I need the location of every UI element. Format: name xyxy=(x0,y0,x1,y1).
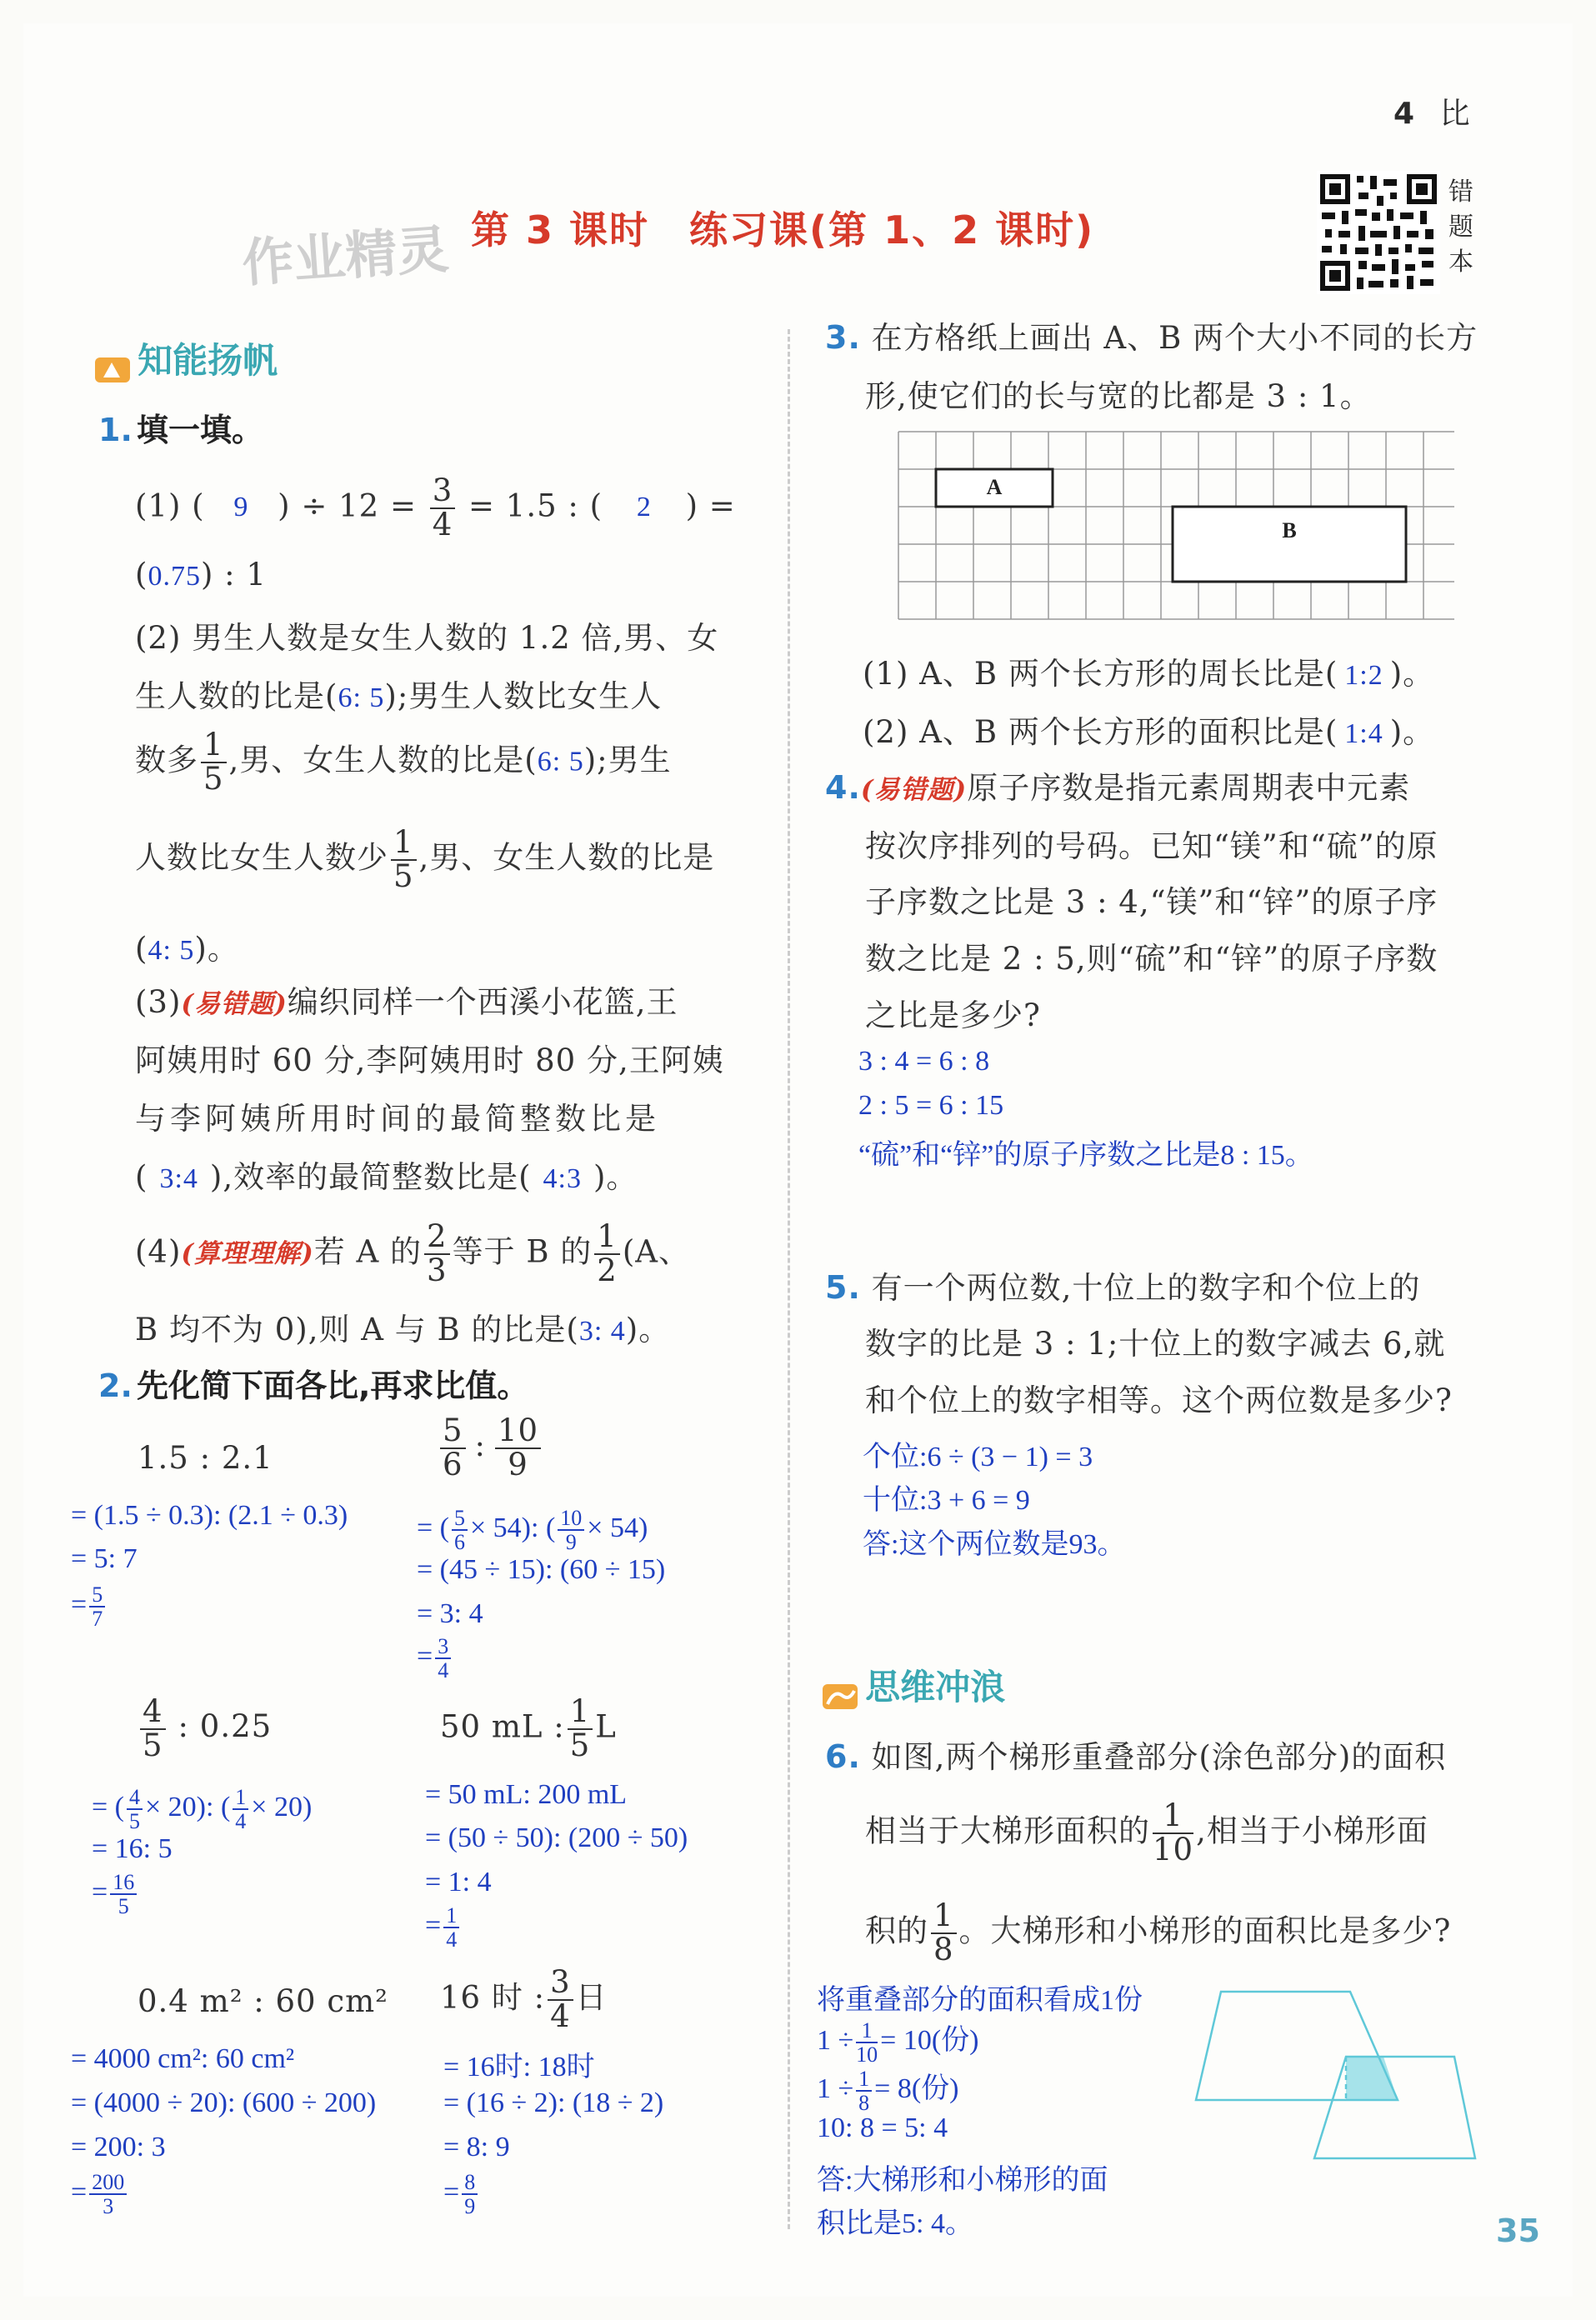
q2c-result: = $\frac{16}{5}$ xyxy=(92,1871,139,1918)
chapter-title: 比 xyxy=(1439,97,1470,131)
page-number: 35 xyxy=(1496,2212,1540,2249)
q1-part3-line2: 阿姨用时 60 分,李阿姨用时 80 分,王阿姨 xyxy=(135,1042,724,1078)
q1-part4-line1: (4)(算理理解)若 A 的 $\frac{2}{3}$ 等于 B 的 $\frac{1}{2}$ (A、 xyxy=(135,1218,690,1288)
q1-part3-line4: ( 3:4 ),效率的最简整数比是( 4:3 )。 xyxy=(135,1159,638,1195)
answer: 3: 4 xyxy=(578,1316,626,1347)
q6-line3: 积的 $\frac{1}{8}$ 。大梯形和小梯形的面积比是多少? xyxy=(865,1898,1452,1968)
answer: 4:3 xyxy=(543,1163,582,1194)
watermark: 作业精灵 xyxy=(240,218,451,294)
q2c-problem: $\frac{4}{5}$ : 0.25 xyxy=(138,1696,272,1762)
q6-work1: 将重叠部分的面积看成1份 xyxy=(817,1985,1143,2016)
wrong-questions-label[interactable]: 错 题 本 xyxy=(1448,178,1473,277)
q2b-step3: = 3: 4 xyxy=(417,1598,483,1629)
small-trapezoid xyxy=(1314,2057,1475,2158)
q1-part1-line1: (1) ( 9 ) ÷ 12 = $\frac{3}{4}$ = 1.5 : ( 2 ) = xyxy=(135,472,736,542)
answer: 3:4 xyxy=(159,1163,198,1194)
q1-part1-line2: (0.75) : 1 xyxy=(135,557,267,592)
answer: 1:2 xyxy=(1344,660,1383,691)
q2b-step1: = ( $\frac{5}{6}$ × 54): ( $\frac{10}{9}$ × 54) xyxy=(417,1506,648,1555)
answer: 6: 5 xyxy=(338,682,385,713)
q3-line1: 3. 在方格纸上画出 A、B 两个大小不同的长方 xyxy=(825,319,1478,356)
q2d-step3: = 1: 4 xyxy=(425,1867,492,1898)
q5-line2: 数字的比是 3 : 1;十位上的数字减去 6,就 xyxy=(865,1326,1446,1362)
chapter-header xyxy=(1393,90,1470,132)
q2d-result: = $\frac{1}{4}$ xyxy=(425,1904,462,1952)
q2-header: 2. 先化简下面各比,再求比值。 xyxy=(98,1368,529,1404)
q5-work1: 个位:6 ÷ (3 − 1) = 3 xyxy=(863,1442,1093,1472)
q2f-problem: 16 时 : $\frac{3}{4}$ 日 xyxy=(440,1964,608,2034)
column-divider xyxy=(788,329,790,2229)
overlapping-trapezoids xyxy=(1188,1983,1488,2167)
q4-line5: 之比是多少? xyxy=(865,998,1041,1033)
grid-paper xyxy=(896,429,1454,625)
q4-line1: 4.(易错题)原子序数是指元素周期表中元素 xyxy=(825,769,1411,806)
answer: 1:4 xyxy=(1344,718,1383,749)
q6-work2: 1 ÷ $\frac{1}{10}$ = 10(份) xyxy=(817,2018,979,2068)
q1-part3-line1: (3)(易错题)编织同样一个西溪小花篮,王 xyxy=(135,984,678,1020)
q6-work5: 答:大梯形和小梯形的面 xyxy=(817,2165,1108,2196)
lesson-title: 第 3 课时 练习课(第 1、2 课时) xyxy=(471,208,1095,252)
q2e-step3: = 200: 3 xyxy=(71,2132,166,2162)
q2f-step3: = 8: 9 xyxy=(443,2132,510,2162)
q1-part2-line1: (2) 男生人数是女生人数的 1.2 倍,男、女 xyxy=(135,620,719,656)
q2b-problem: $\frac{5}{6}$ : $\frac{10}{9}$ xyxy=(438,1415,543,1482)
q2a-step1: = (1.5 ÷ 0.3): (2.1 ÷ 0.3) xyxy=(71,1500,348,1531)
q1-part2-line4: 人数比女生人数少 $\frac{1}{5}$ ,男、女生人数的比是 xyxy=(135,824,715,894)
chapter-number: 4 xyxy=(1393,97,1415,131)
qr-code[interactable] xyxy=(1317,171,1440,294)
q2f-step2: = (16 ÷ 2): (18 ÷ 2) xyxy=(443,2088,664,2118)
reasoning-tag: (算理理解) xyxy=(181,1238,314,1269)
q2c-step1: = ( $\frac{4}{5}$ × 20): ( $\frac{1}{4}$ × 20) xyxy=(92,1785,313,1834)
q2b-result: = $\frac{3}{4}$ xyxy=(417,1635,453,1682)
q2a-step2: = 5: 7 xyxy=(71,1543,138,1574)
q6-work3: 1 ÷ $\frac{1}{8}$ = 8(份) xyxy=(817,2066,959,2116)
q1-part2-line2: 生人数的比是(6: 5);男生人数比女生人 xyxy=(135,678,663,714)
answer: 2 xyxy=(636,492,652,523)
q2e-step2: = (4000 ÷ 20): (600 ÷ 200) xyxy=(71,2088,377,2118)
answer: 0.75 xyxy=(148,561,201,592)
q6-line1: 6. 如图,两个梯形重叠部分(涂色部分)的面积 xyxy=(825,1738,1447,1775)
q4-line2: 按次序排列的号码。已知“镁”和“硫”的原 xyxy=(865,828,1438,864)
q2d-step2: = (50 ÷ 50): (200 ÷ 50) xyxy=(425,1822,688,1853)
rectangle-a-label: A xyxy=(986,475,1003,499)
section-knowledge: 知能扬帆 xyxy=(93,333,278,386)
q6-work6: 积比是5: 4。 xyxy=(817,2208,973,2239)
q1-part2-line5: (4: 5)。 xyxy=(135,931,239,967)
q1-part4-line2: B 均不为 0),则 A 与 B 的比是(3: 4)。 xyxy=(135,1312,671,1348)
q5-work2: 十位:3 + 6 = 9 xyxy=(863,1485,1030,1516)
q4-line3: 子序数之比是 3 : 4,“镁”和“锌”的原子序 xyxy=(865,884,1438,920)
q3-line2: 形,使它们的长与宽的比都是 3 : 1。 xyxy=(865,378,1372,414)
answer: 6: 5 xyxy=(537,746,584,778)
q6-work4: 10: 8 = 5: 4 xyxy=(817,2112,948,2143)
q1-part3-line3: 与李阿姨所用时间的最简整数比是 xyxy=(135,1101,660,1137)
wave-icon xyxy=(821,1679,861,1712)
q2b-step2: = (45 ÷ 15): (60 ÷ 15) xyxy=(417,1554,666,1585)
overlap-region xyxy=(1346,2057,1398,2100)
q5-line3: 和个位上的数字相等。这个两位数是多少? xyxy=(865,1382,1453,1418)
q2f-result: = $\frac{8}{9}$ xyxy=(443,2171,480,2218)
q3-part2: (2) A、B 两个长方形的面积比是( 1:4 )。 xyxy=(863,714,1435,750)
q2c-step2: = 16: 5 xyxy=(92,1833,173,1864)
q2a-result: = $\frac{5}{7}$ xyxy=(71,1583,108,1631)
q2e-step1: = 4000 cm²: 60 cm² xyxy=(71,2043,295,2074)
q4-line4: 数之比是 2 : 5,则“硫”和“锌”的原子序数 xyxy=(865,941,1438,977)
q4-work2: 2 : 5 = 6 : 15 xyxy=(858,1090,1004,1121)
rectangle-b-label: B xyxy=(1282,518,1297,542)
q3-grid-figure xyxy=(896,429,1454,628)
q2d-step1: = 50 mL: 200 mL xyxy=(425,1779,628,1810)
q5-work3: 答:这个两位数是93。 xyxy=(863,1529,1126,1560)
q5-line1: 5. 有一个两位数,十位上的数字和个位上的 xyxy=(825,1269,1421,1306)
q6-line2: 相当于大梯形面积的 $\frac{1}{10}$ ,相当于小梯形面 xyxy=(865,1798,1428,1868)
q2d-problem: 50 mL : $\frac{1}{5}$ L xyxy=(440,1693,617,1763)
q2e-problem: 0.4 m² : 60 cm² xyxy=(138,1983,388,2019)
q2e-result: = $\frac{200}{3}$ xyxy=(71,2171,129,2218)
q1-header: 1. 填一填。 xyxy=(98,412,263,448)
q2a-problem: 1.5 : 2.1 xyxy=(138,1440,273,1476)
q4-work3: “硫”和“锌”的原子序数之比是8 : 15。 xyxy=(858,1140,1313,1171)
q1-part2-line3: 数多 $\frac{1}{5}$ ,男、女生人数的比是(6: 5);男生 xyxy=(135,727,672,797)
q4-work1: 3 : 4 = 6 : 8 xyxy=(858,1046,990,1077)
section-thinking: 思维冲浪 xyxy=(821,1660,1005,1712)
q3-part1: (1) A、B 两个长方形的周长比是( 1:2 )。 xyxy=(863,656,1435,692)
flag-icon xyxy=(93,352,133,386)
error-prone-tag: (易错题) xyxy=(181,989,288,1019)
q2f-step1: = 16时: 18时 xyxy=(443,2052,595,2082)
answer: 9 xyxy=(233,492,249,523)
answer: 4: 5 xyxy=(148,935,195,966)
q6-trapezoid-figure xyxy=(1188,1983,1488,2170)
